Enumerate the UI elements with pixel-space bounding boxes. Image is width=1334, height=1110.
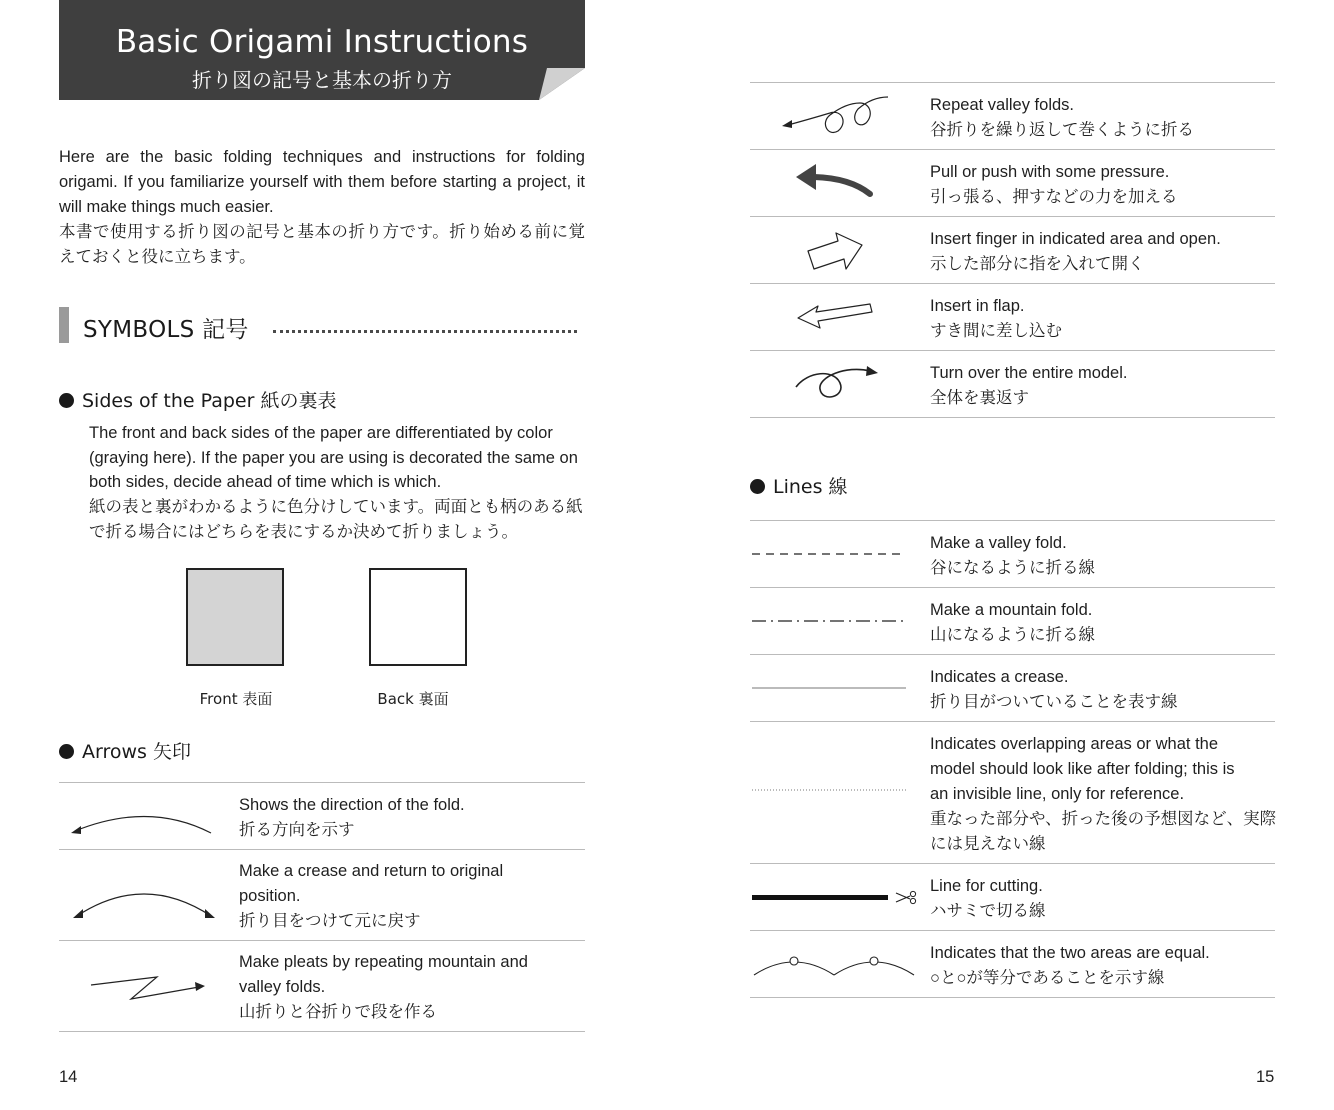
row-en: Turn over the entire model. xyxy=(930,364,1128,382)
intro-text xyxy=(59,145,585,270)
row-jp: 折り目をつけて元に戻す xyxy=(239,912,421,930)
row-jp: ○と○が等分であることを示す線 xyxy=(930,969,1165,987)
heading-bar xyxy=(59,307,69,343)
pull-push-arrow-icon xyxy=(750,150,920,216)
table-row xyxy=(750,284,1275,351)
table-row xyxy=(750,83,1275,150)
front-label: Front 表面 xyxy=(199,690,273,708)
row-en: Repeat valley folds. xyxy=(930,96,1074,114)
arrows-heading: Arrows 矢印 xyxy=(59,737,191,764)
row-en: Pull or push with some pressure. xyxy=(930,163,1170,181)
arrows-table xyxy=(59,782,585,1032)
sides-heading: Sides of the Paper 紙の裏表 xyxy=(59,386,336,413)
row-jp: 重なった部分や、折った後の予想図など、実際 xyxy=(930,810,1277,828)
row-en: Make a mountain fold. xyxy=(930,601,1093,619)
row-en: Indicates that the two areas are equal. xyxy=(930,944,1210,962)
row-jp: 谷になるように折る線 xyxy=(930,559,1095,577)
table-row xyxy=(750,351,1275,418)
page-subtitle: 折り図の記号と基本の折り方 xyxy=(192,68,452,92)
row-jp: 全体を裏返す xyxy=(930,389,1029,407)
crease-return-arrow-icon xyxy=(59,850,229,940)
dotted-rule xyxy=(273,330,577,333)
repeat-valley-fold-icon xyxy=(750,83,920,149)
bullet-icon xyxy=(59,393,74,408)
table-row xyxy=(750,588,1275,655)
row-jp: 谷折りを繰り返して巻くように折る xyxy=(930,121,1194,139)
open-arrow-icon xyxy=(750,217,920,283)
row-en: Insert in flap. xyxy=(930,297,1025,315)
row-jp: ハサミで切る線 xyxy=(930,902,1046,920)
symbols-heading xyxy=(59,307,585,345)
sides-jp: 紙の表と裏がわかるように色分けしています。両面とも柄のある紙で折る場合にはどちらを表にするか決めて折りましょう。 xyxy=(89,498,583,541)
turn-over-icon xyxy=(750,351,920,417)
sides-text xyxy=(89,421,585,545)
fold-direction-arrow-icon xyxy=(59,783,229,849)
sides-en: The front and back sides of the paper are differentiated by color (graying here). If the paper you are using is decorated the same on both sides, decide ahead of time which is which. xyxy=(89,424,578,492)
lines-table xyxy=(750,520,1275,998)
bullet-icon xyxy=(750,479,765,494)
valley-fold-line-icon xyxy=(750,521,920,587)
row-jp: 折り目がついていることを表す線 xyxy=(930,693,1178,711)
row-en: Make a crease and return to original xyxy=(239,862,504,880)
row-jp: 山折りと谷折りで段を作る xyxy=(239,1003,437,1021)
row-en: Shows the direction of the fold. xyxy=(239,796,465,814)
row-en-cont: valley folds. xyxy=(239,978,326,996)
back-swatch xyxy=(369,568,467,666)
table-row xyxy=(750,217,1275,284)
table-row xyxy=(750,150,1275,217)
table-row xyxy=(59,941,585,1032)
table-row xyxy=(750,521,1275,588)
row-en-cont: an invisible line, only for reference. xyxy=(930,785,1185,803)
back-label: Back 裏面 xyxy=(377,690,449,708)
equal-areas-icon xyxy=(750,931,920,997)
intro-en: Here are the basic folding techniques and instructions for folding origami. If you familiarize yourself with them before starting a project, it will make things much easier. xyxy=(59,148,585,216)
crease-line-icon xyxy=(750,655,920,721)
table-row xyxy=(750,864,1275,931)
mountain-fold-line-icon xyxy=(750,588,920,654)
title-banner xyxy=(59,0,585,100)
row-jp: 示した部分に指を入れて開く xyxy=(930,255,1145,273)
row-en-cont: position. xyxy=(239,887,301,905)
arrows-table-continued xyxy=(750,82,1275,418)
row-jp: すき間に差し込む xyxy=(930,322,1062,340)
page-title: Basic Origami Instructions xyxy=(115,24,529,60)
row-en: Line for cutting. xyxy=(930,877,1043,895)
row-jp: 山になるように折る線 xyxy=(930,626,1095,644)
page-number-left: 14 xyxy=(59,1068,78,1086)
row-jp: 折る方向を示す xyxy=(239,821,355,839)
front-swatch xyxy=(186,568,284,666)
row-jp-cont: には見えない線 xyxy=(930,835,1046,853)
page-curl-icon xyxy=(539,68,585,100)
row-en: Insert finger in indicated area and open. xyxy=(930,230,1221,248)
row-en: Indicates a crease. xyxy=(930,668,1069,686)
lines-heading: Lines 線 xyxy=(750,472,848,499)
symbols-heading-text: SYMBOLS 記号 xyxy=(83,317,249,343)
page-number-right: 15 xyxy=(1256,1068,1275,1086)
row-en: Make pleats by repeating mountain and xyxy=(239,953,528,971)
row-jp: 引っ張る、押すなどの力を加える xyxy=(930,188,1178,206)
insert-arrow-icon xyxy=(750,284,920,350)
row-en: Indicates overlapping areas or what the xyxy=(930,735,1219,753)
table-row xyxy=(59,783,585,850)
table-row xyxy=(750,655,1275,722)
cut-line-icon xyxy=(750,864,920,930)
table-row xyxy=(59,850,585,941)
right-page xyxy=(667,0,1334,1110)
table-row xyxy=(750,722,1275,864)
pleat-arrow-icon xyxy=(59,941,229,1031)
intro-jp: 本書で使用する折り図の記号と基本の折り方です。折り始める前に覚えておくと役に立ちます。 xyxy=(59,223,585,266)
table-row xyxy=(750,931,1275,998)
row-en: Make a valley fold. xyxy=(930,534,1067,552)
row-en-cont: model should look like after folding; this is xyxy=(930,760,1235,778)
bullet-icon xyxy=(59,744,74,759)
invisible-line-icon xyxy=(750,722,920,863)
